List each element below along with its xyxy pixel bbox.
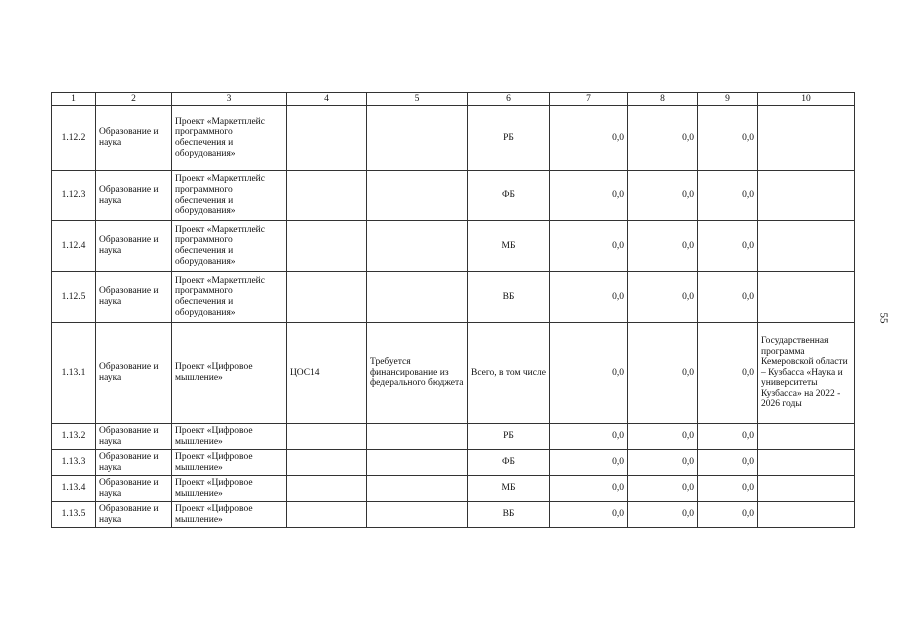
value-cell: 0,0 [550,450,628,476]
value-cell: 0,0 [698,323,758,424]
program-cell [758,272,855,323]
code-cell: ЦОС14 [287,323,367,424]
area-cell: Образование и наука [96,323,172,424]
header-cell: 3 [172,93,287,106]
value-cell: 0,0 [628,450,698,476]
table-row [52,171,855,221]
row-number: 1.13.5 [52,502,96,528]
header-cell: 4 [287,93,367,106]
source-cell: РБ [468,424,550,450]
page-number: 55 [877,312,890,324]
code-cell [287,502,367,528]
header-cell: 2 [96,93,172,106]
note-cell: Требуется финансирование из федерального бюджета [367,323,468,424]
row-number: 1.13.3 [52,450,96,476]
header-cell: 8 [628,93,698,106]
program-cell [758,502,855,528]
table-row [52,502,855,528]
code-cell [287,424,367,450]
value-cell: 0,0 [628,171,698,221]
table-row [52,221,855,272]
program-cell [758,424,855,450]
code-cell [287,171,367,221]
code-cell [287,221,367,272]
program-cell [758,476,855,502]
value-cell: 0,0 [698,272,758,323]
row-number: 1.13.2 [52,424,96,450]
value-cell: 0,0 [550,272,628,323]
source-cell: Всего, в том числе [468,323,550,424]
table-row [52,272,855,323]
header-cell: 5 [367,93,468,106]
area-cell: Образование и наука [96,171,172,221]
project-cell: Проект «Цифровое мышление» [172,502,287,528]
note-cell [367,502,468,528]
value-cell: 0,0 [628,424,698,450]
table-row [52,323,855,424]
row-number: 1.12.4 [52,221,96,272]
area-cell: Образование и наука [96,106,172,171]
value-cell: 0,0 [698,476,758,502]
area-cell: Образование и наука [96,476,172,502]
program-cell: Государственная программа Кемеровской области – Кузбасса «Наука и университеты Кузбасса» на 2022 - 2026 годы [758,323,855,424]
value-cell: 0,0 [550,106,628,171]
note-cell [367,106,468,171]
note-cell [367,450,468,476]
note-cell [367,424,468,450]
value-cell: 0,0 [628,272,698,323]
note-cell [367,272,468,323]
source-cell: ФБ [468,171,550,221]
row-number: 1.12.3 [52,171,96,221]
header-cell: 6 [468,93,550,106]
area-cell: Образование и наука [96,221,172,272]
program-cell [758,171,855,221]
value-cell: 0,0 [698,502,758,528]
header-cell: 10 [758,93,855,106]
value-cell: 0,0 [698,450,758,476]
project-cell: Проект «Маркетплейс программного обеспечения и оборудования» [172,272,287,323]
value-cell: 0,0 [628,106,698,171]
program-cell [758,106,855,171]
row-number: 1.12.5 [52,272,96,323]
value-cell: 0,0 [628,502,698,528]
code-cell [287,106,367,171]
header-cell: 9 [698,93,758,106]
value-cell: 0,0 [550,476,628,502]
source-cell: ВБ [468,502,550,528]
project-cell: Проект «Маркетплейс программного обеспечения и оборудования» [172,171,287,221]
table-row [52,424,855,450]
row-number: 1.12.2 [52,106,96,171]
value-cell: 0,0 [550,323,628,424]
project-cell: Проект «Цифровое мышление» [172,450,287,476]
program-cell [758,221,855,272]
project-cell: Проект «Цифровое мышление» [172,476,287,502]
row-number: 1.13.1 [52,323,96,424]
source-cell: ВБ [468,272,550,323]
funding-table [51,92,855,528]
area-cell: Образование и наука [96,424,172,450]
code-cell [287,450,367,476]
value-cell: 0,0 [698,171,758,221]
header-cell: 7 [550,93,628,106]
project-cell: Проект «Цифровое мышление» [172,424,287,450]
project-cell: Проект «Маркетплейс программного обеспечения и оборудования» [172,221,287,272]
header-cell: 1 [52,93,96,106]
table-row [52,106,855,171]
value-cell: 0,0 [628,323,698,424]
area-cell: Образование и наука [96,272,172,323]
area-cell: Образование и наука [96,450,172,476]
note-cell [367,221,468,272]
source-cell: ФБ [468,450,550,476]
value-cell: 0,0 [550,424,628,450]
value-cell: 0,0 [628,221,698,272]
code-cell [287,476,367,502]
program-cell [758,450,855,476]
source-cell: МБ [468,221,550,272]
table-row [52,476,855,502]
value-cell: 0,0 [550,171,628,221]
note-cell [367,476,468,502]
area-cell: Образование и наука [96,502,172,528]
note-cell [367,171,468,221]
value-cell: 0,0 [550,502,628,528]
value-cell: 0,0 [698,221,758,272]
table-row [52,450,855,476]
header-row [52,93,855,106]
value-cell: 0,0 [698,424,758,450]
value-cell: 0,0 [628,476,698,502]
source-cell: РБ [468,106,550,171]
source-cell: МБ [468,476,550,502]
project-cell: Проект «Цифровое мышление» [172,323,287,424]
value-cell: 0,0 [550,221,628,272]
code-cell [287,272,367,323]
row-number: 1.13.4 [52,476,96,502]
value-cell: 0,0 [698,106,758,171]
project-cell: Проект «Маркетплейс программного обеспечения и оборудования» [172,106,287,171]
